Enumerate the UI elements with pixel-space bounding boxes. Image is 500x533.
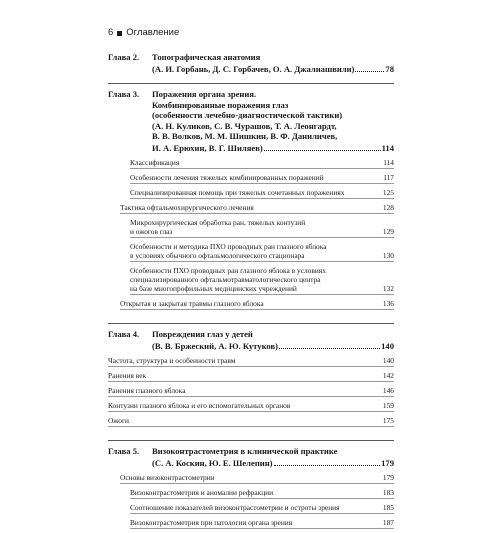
toc-entry-title: Классификация bbox=[130, 158, 180, 167]
toc-entry bbox=[108, 356, 394, 367]
toc-entry-page: 129 bbox=[382, 227, 394, 236]
chapter-heading bbox=[108, 329, 394, 351]
toc-entry-title: Ранения глазного яблока bbox=[108, 386, 186, 395]
chapter-block bbox=[108, 323, 394, 438]
toc-entry-title: Тактика офтальмохирургического лечения bbox=[120, 203, 254, 212]
toc-entry-title: Визоконтрастометрия и аномалии рефракции bbox=[130, 488, 274, 497]
chapter-authors: (В. В. Бржеский, А. Ю. Кутуков) bbox=[152, 340, 279, 351]
chapter-heading bbox=[108, 52, 394, 74]
section-list bbox=[108, 356, 394, 427]
chapter-authors: (С. А. Коскин, Ю. Е. Шелепин) bbox=[152, 457, 273, 468]
chapter-title-line: (особенности лечебно-диагностической тактики) bbox=[152, 110, 343, 120]
chapter-divider bbox=[108, 440, 394, 441]
toc-entry-title-line: специализированного офтальмотравматологического центра bbox=[130, 275, 321, 284]
dot-leader bbox=[355, 63, 384, 72]
chapter-divider bbox=[108, 323, 394, 324]
chapter-page-number: 140 bbox=[381, 340, 394, 351]
toc-entry bbox=[130, 158, 394, 169]
toc-entry bbox=[108, 416, 394, 427]
chapter-title-line: Повреждения глаз у детей bbox=[152, 329, 253, 339]
chapter-title-line: В. В. Волков, М. М. Шишкин, В. Ф. Даниличев, bbox=[152, 131, 338, 141]
chapter-label: Глава 3. bbox=[108, 89, 140, 99]
chapter-block bbox=[108, 52, 394, 81]
toc-entry-page: 175 bbox=[382, 416, 394, 425]
toc-entry bbox=[130, 518, 394, 529]
chapter-page-number: 78 bbox=[385, 63, 394, 74]
chapter-label: Глава 4. bbox=[108, 329, 140, 339]
chapter-title-line: Визоконтрастометрия в клинической практике bbox=[152, 446, 338, 456]
chapter-title-line: Комбинированные поражения глаз bbox=[152, 99, 289, 110]
dot-leader bbox=[274, 457, 381, 466]
chapter-heading bbox=[108, 89, 394, 153]
toc-entry-title: Особенности лечения тяжелых комбинированных поражений bbox=[130, 173, 324, 182]
toc-entry-title: и ожогов глаз bbox=[130, 227, 173, 236]
toc-entry bbox=[120, 203, 394, 214]
toc-entry-page: 125 bbox=[382, 188, 394, 197]
toc-entry-title: Визоконтрастометрия при патологии органа зрения bbox=[130, 518, 293, 527]
chapter-authors: И. А. Ерюхин, В. Г. Шиляев) bbox=[152, 142, 263, 153]
toc-entry-page: 114 bbox=[383, 158, 394, 167]
table-of-contents bbox=[108, 52, 394, 533]
chapter-title-line: Поражения органа зрения. bbox=[152, 89, 257, 99]
chapter-title-line: (А. Н. Куликов, С. В. Чурашов, Т. А. Леонгардт, bbox=[152, 120, 337, 131]
toc-entry-page: 142 bbox=[382, 371, 394, 380]
toc-entry bbox=[130, 173, 394, 184]
toc-entry-title: в условиях обычного офтальмологического стационара bbox=[130, 251, 305, 260]
toc-entry-title: Контузии глазного яблока и его вспомогательных органов bbox=[108, 401, 291, 410]
section-title: Оглавление bbox=[126, 27, 180, 38]
toc-entry bbox=[108, 371, 394, 382]
toc-entry-title: Ожоги bbox=[108, 416, 129, 425]
chapter-page-number: 179 bbox=[381, 457, 394, 468]
toc-entry bbox=[108, 386, 394, 397]
toc-entry-page: 187 bbox=[382, 518, 394, 527]
toc-entry-page: 146 bbox=[382, 386, 394, 395]
toc-entry bbox=[130, 488, 394, 499]
toc-entry bbox=[130, 242, 394, 262]
toc-entry-title-line: Микрохирургическая обработка ран, тяжелых контузий bbox=[130, 218, 306, 227]
section-list bbox=[108, 158, 394, 310]
chapter-authors: (А. И. Горбань, Д. С. Горбачев, О. А. Джалиашвили) bbox=[152, 63, 355, 74]
toc-entry-page: 183 bbox=[382, 488, 394, 497]
chapter-label: Глава 5. bbox=[108, 446, 140, 456]
toc-entry-page: 130 bbox=[382, 251, 394, 260]
toc-entry-page: 140 bbox=[382, 356, 394, 365]
toc-entry-title: Основы визоконтрастометрии bbox=[120, 473, 215, 482]
chapter-block bbox=[108, 83, 394, 321]
square-bullet-icon bbox=[117, 31, 122, 36]
chapter-divider bbox=[108, 83, 394, 84]
chapter-page-number: 114 bbox=[381, 142, 394, 153]
chapter-heading bbox=[108, 446, 394, 468]
toc-entry bbox=[120, 473, 394, 484]
chapter-title-line: Топографическая анатомия bbox=[152, 52, 261, 62]
toc-entry bbox=[120, 299, 394, 310]
toc-entry-title-line: Особенности ПХО проводных ран глазного яблока в условиях bbox=[130, 266, 326, 275]
toc-entry bbox=[130, 266, 394, 295]
toc-entry-title: Открытая и закрытая травмы глазного яблока bbox=[120, 299, 264, 308]
toc-entry-title: Частота, структура и особенности травм bbox=[108, 356, 236, 365]
toc-entry-page: 185 bbox=[382, 503, 394, 512]
dot-leader bbox=[264, 142, 381, 151]
toc-entry bbox=[130, 503, 394, 514]
toc-entry-page: 159 bbox=[382, 401, 394, 410]
toc-entry-page: 128 bbox=[382, 203, 394, 212]
toc-entry bbox=[130, 188, 394, 199]
toc-entry-page: 136 bbox=[382, 299, 394, 308]
toc-entry-title-line: Особенности и методика ПХО проводных ран глазного яблока bbox=[130, 242, 327, 251]
toc-entry-page: 132 bbox=[382, 284, 394, 293]
toc-entry-title: Соотношение показателей визоконтрастометрии и остроты зрения bbox=[130, 503, 340, 512]
chapter-label: Глава 2. bbox=[108, 52, 140, 62]
toc-entry-title: на базе многопрофильных медицинских учреждений bbox=[130, 284, 297, 293]
toc-entry bbox=[108, 401, 394, 412]
running-header bbox=[108, 26, 179, 40]
chapter-block bbox=[108, 440, 394, 529]
toc-entry-title: Ранения век bbox=[108, 371, 147, 380]
toc-entry-page: 179 bbox=[382, 473, 394, 482]
section-list bbox=[108, 473, 394, 529]
toc-entry-page: 117 bbox=[383, 173, 394, 182]
dot-leader bbox=[279, 340, 380, 349]
page-number: 6 bbox=[108, 27, 114, 38]
toc-entry bbox=[130, 218, 394, 238]
toc-entry-title: Специализированная помощь при тяжелых сочетанных поражениях bbox=[130, 188, 345, 197]
